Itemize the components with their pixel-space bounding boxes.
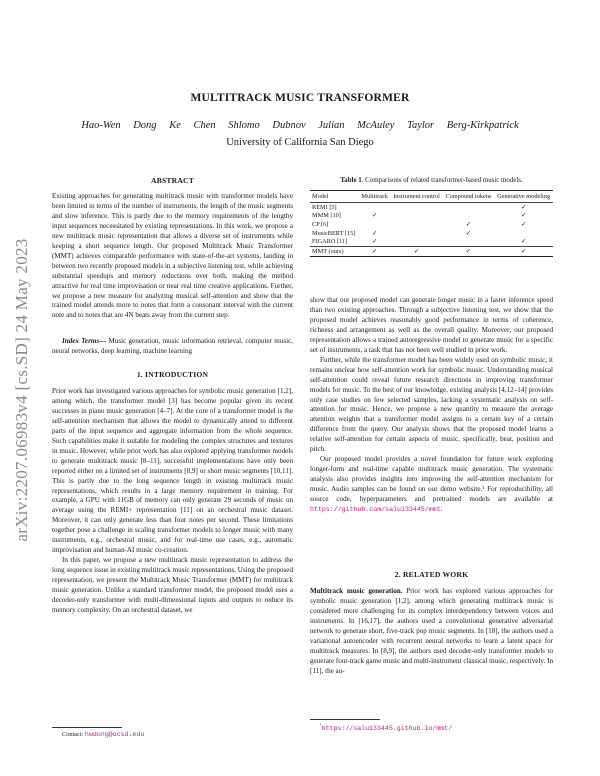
abstract-heading: ABSTRACT <box>151 176 194 185</box>
table-row <box>310 238 553 247</box>
contact-label: Contact: <box>62 731 85 738</box>
author-name: Taylor Berg-Kirkpatrick <box>407 120 519 131</box>
table-caption-text: . Comparisons of related transformer-based music models. <box>361 177 523 184</box>
table-cell-model: MusicBERT [15] <box>312 229 356 237</box>
table-caption <box>310 177 553 184</box>
right-column-body <box>310 296 553 515</box>
author-name: Shlomo Dubnov <box>228 120 306 131</box>
abstract-body: Existing approaches for generating multitrack music with transformer models have been limited in terms of the number of instruments, the length of the music segments and slow inference. This is partly due to the memory requirements of the lengthy input sequences necessitated by existing representations. In this work, we propose a new multitrack music representation that allows a diverse set of instruments while keeping a short sequence length. Our proposed Multitrack Music Transformer (MMT) achieves comparable performance with state-of-the-art systems, landing in between two recently proposed models in a subjective listening test, while achieving substantial speedups and memory reductions over both, making the method attractive for real time improvisation or near real time creative applications. Further, we propose a new measure for analyzing musical self-attention and show that the trained model attends more to notes that form a consonant interval with the current note and to notes that are 4N beats away from the current step. <box>52 192 293 320</box>
table-cell <box>390 220 442 229</box>
table-cell: ✓ <box>372 238 378 246</box>
table-cell <box>390 229 442 238</box>
table-cell <box>443 203 495 212</box>
table-cell <box>494 229 553 238</box>
url-footnote <box>310 719 553 732</box>
related-work-heading: 2. RELATED WORK <box>394 570 469 579</box>
table-cell: ✓ <box>465 229 472 237</box>
arxiv-identifier-text: arXiv:2207.06983v4 [cs.SD] 24 May 2023 <box>12 238 31 542</box>
index-terms-label: Index Terms— <box>62 337 107 345</box>
related-work-body <box>310 587 553 677</box>
table-cell: ✓ <box>520 220 527 228</box>
table-cell-model: MMM [10] <box>312 212 341 220</box>
table-cell: ✓ <box>520 247 527 255</box>
table-row <box>310 212 553 221</box>
footnote-mark: ¹ <box>320 723 322 729</box>
table-cell-model: REMI [5] <box>312 203 337 211</box>
table-cell <box>390 238 442 247</box>
arxiv-identifier <box>10 175 34 605</box>
table-header-instrument-control: Instrument control <box>393 193 440 200</box>
table-row <box>310 220 553 229</box>
table-header-multitrack: Multitrack <box>361 193 388 200</box>
intro-paragraph-2: In this paper, we propose a new multitrack music representation to address the long sequence issue in existing multitrack music representations. Using the proposed representation, we present the Multitrack Music Transformer (MMT) for multitrack music generation. Unlike a standard transformer model, the proposed model uses a decoder-only transformer with multi-dimensional inputs and outputs to reduce its memory complexity. On an orchestral dataset, we <box>52 556 293 614</box>
author-name: Julian McAuley <box>318 120 395 131</box>
table-row <box>310 203 553 212</box>
table-cell <box>390 212 442 221</box>
paper-title: MULTITRACK MUSIC TRANSFORMER <box>190 92 410 104</box>
right-paragraph-3-text: Our proposed model provides a novel foundation for future work exploring longer-form and real-time capable multitrack music generation. The systematic analysis also provides insights into improving the self-attention mechanism for music. Audio samples can be found on our demo website.¹ For reproducibility, all source code, hyperparameters and pretrained models are available at <box>310 455 553 504</box>
table-cell <box>443 212 495 221</box>
table-cell: ✓ <box>520 203 527 211</box>
demo-website-link[interactable]: https://salu133445.github.io/mmt/ <box>321 725 453 733</box>
table-row <box>310 229 553 238</box>
introduction-body <box>52 387 293 616</box>
right-paragraph-1: show that our proposed model can generate longer music in a faster inference speed than two existing approaches. Through a subjective listening test, we show that the proposed model achieves reasonably good performance in terms of coherence, richness and arrangement as well as the overall quality. Moreover, our proposed representation allows a trained autoregressive model to generate music for a specific set of instruments, a task that has not been well studied in prior work. <box>310 296 553 354</box>
author-name: Ke Chen <box>169 120 216 131</box>
intro-paragraph-1: Prior work has investigated various approaches for symbolic music generation [1,2], among which, the transformer model [3] has become popular given its recent successes in piano music generation [4–7]. At the core of a transformer model is the self-attention mechanism that allows the model to dynamically attend to different parts of the input sequence and aggregate information from the whole sequence. Such capabilities make it suitable for modeling the complex structures and textures in music. However, while prior work has also explored applying transformer models to generate multitrack music [8–11], successful implementations have only been reported either on a limited set of instruments [8,9] or short music segments [10,11]. This is partly due to the long sequence length in existing multitrack music representations, which results in a large memory requirement in training. For example, a GPU with 11GB of memory can only generate 29 seconds of music on average using the REMI+ representation [11] on an orchestral music dataset. Moreover, it can only generate less than four notes per second. These limitations together pose a challenge in scaling transformer models to longer music with many instruments, e.g., orchestral music, and for real-time use cases, e.g., automatic improvisation and human-AI music co-creation. <box>52 387 293 555</box>
table-cell: ✓ <box>520 212 527 220</box>
table-cell <box>359 203 391 212</box>
table-cell: ✓ <box>465 220 472 228</box>
table-cell <box>359 220 391 229</box>
source-code-link[interactable]: https://github.com/salu133445/mmt <box>310 506 441 514</box>
table-cell: ✓ <box>372 247 378 255</box>
table-header-compound-tokens: Compound tokens <box>445 193 492 200</box>
table-cell <box>443 238 495 247</box>
index-terms-text: Music generation, music information retrieval, computer music, neural networks, deep learning, machine learning <box>52 337 293 355</box>
right-paragraph-3 <box>310 455 553 515</box>
table-cell-model: MMT (ours) <box>312 247 344 255</box>
footnote-rule <box>52 727 122 728</box>
contact-email-link[interactable]: hwdong@ucsd.edu <box>84 731 145 738</box>
table-header-generative-modeling: Generative modeling <box>497 193 551 200</box>
table-cell-model: FIGARO [11] <box>312 238 348 246</box>
table-cell: ✓ <box>520 238 527 246</box>
table-row-ours <box>310 247 553 257</box>
related-work-lead: Multitrack music generation. <box>310 587 403 595</box>
table-cell: ✓ <box>413 247 420 255</box>
comparison-table <box>310 190 553 257</box>
affiliation: University of California San Diego <box>226 137 374 148</box>
table-cell: ✓ <box>465 247 472 255</box>
footnote-rule <box>310 719 380 720</box>
related-work-text: Prior work has explored various approaches for symbolic music generation [1,2], among which generating multitrack music is considered more challenging for its complex interdependency between voices and instruments. In [16,17], the authors used a convolutional generative adversarial network to generate short, five-track pop music segments. In [18], the authors used a variational autoencoder with recurrent neural networks to learn a latent space for multitrack measures. In [8,9], the authors used decoder-only transformer models to generate four-track game music and multi-instrument classical music, respectively. In [11], the au- <box>310 587 553 675</box>
table-cell <box>390 203 442 212</box>
introduction-heading: 1. INTRODUCTION <box>136 370 209 379</box>
table-header-model: Model <box>312 193 329 200</box>
table-caption-label: Table 1 <box>340 177 362 184</box>
author-name: Hao-Wen Dong <box>81 120 157 131</box>
right-paragraph-3-end: . <box>440 505 443 514</box>
right-paragraph-2: Further, while the transformer model has been widely used on symbolic music, it remains unclear how self-attention work for symbolic music. Understanding musical self-attention could reveal future research directions in improving transformer models for music. To the best of our knowledge, existing analysis [4,12–14] provides only case studies on few selected samples, lacking a systematic analysis on self-attention for music. Hence, we propose a new quantity to measure the average attention weights that a transformer model assigns to a certain key of a certain difference from the query. Our analysis shows that the proposed model learns a relative self-attention for certain aspects of music, specifically, beat, position and pitch. <box>310 355 553 454</box>
author-list <box>0 120 600 131</box>
index-terms <box>52 337 293 357</box>
table-cell: ✓ <box>372 229 378 237</box>
contact-footnote <box>52 727 293 738</box>
table-cell: ✓ <box>372 212 378 220</box>
table-cell-model: CP [6] <box>312 220 329 228</box>
